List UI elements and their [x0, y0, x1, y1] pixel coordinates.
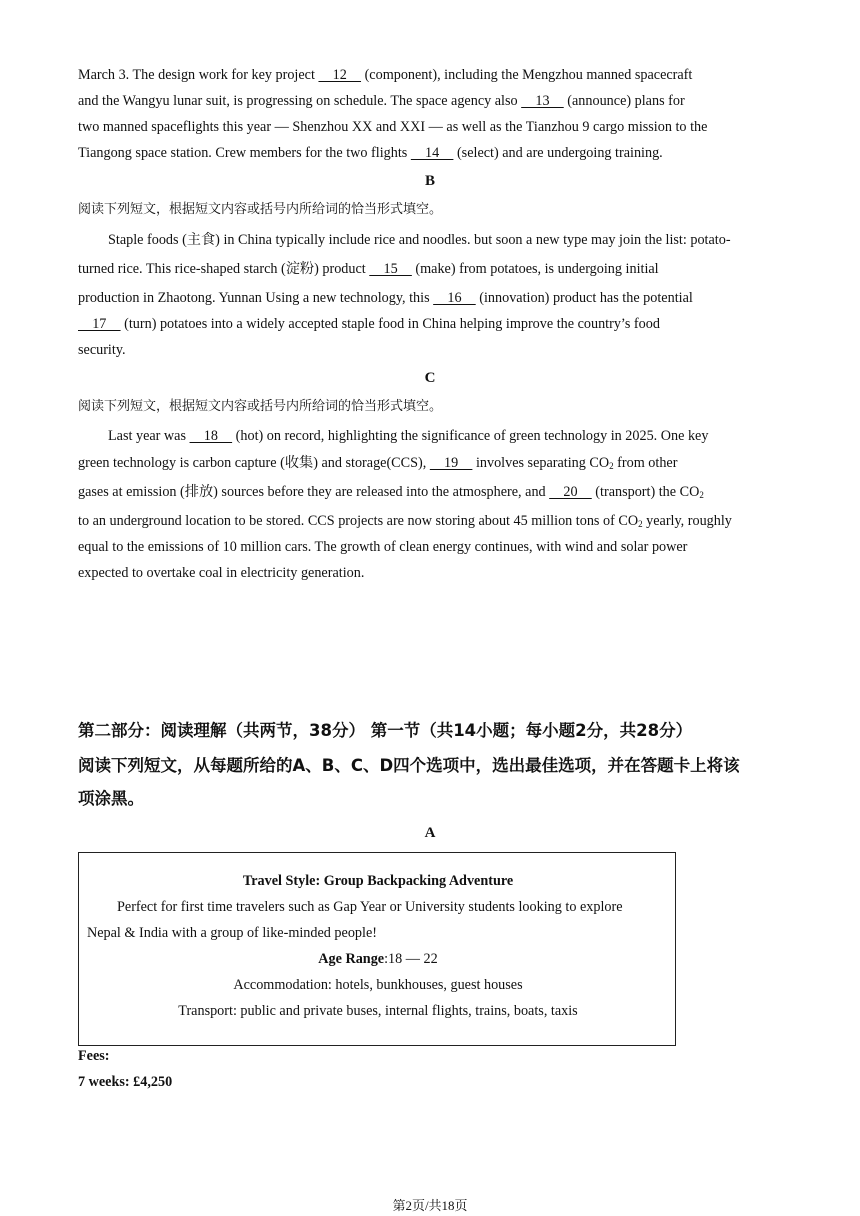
text: March 3. The design work for key project — [78, 67, 319, 83]
paragraph-c-line-4 — [78, 512, 732, 533]
blank-19: 19 — [429, 455, 473, 471]
part-two-heading: 第二部分：阅读理解（共两节，38分） 第一节（共14小题；每小题2分，共28分） — [78, 721, 693, 740]
paragraph-b-line-5: security. — [78, 342, 126, 358]
paragraph-b-line-2 — [78, 260, 659, 278]
text: (make) from potatoes, is undergoing initial — [411, 261, 659, 277]
subscript: 2 — [609, 461, 614, 471]
section-b-instruction: 阅读下列短文，根据短文内容或括号内所给词的恰当形式填空。 — [78, 202, 443, 217]
text: green technology is carbon capture (收集) and storage(CCS), — [78, 455, 430, 471]
text: to an underground location to be stored. CCS projects are now storing about 45 million tons of CO — [78, 513, 639, 529]
text: yearly, roughly — [642, 513, 732, 529]
text: (announce) plans for — [563, 93, 685, 109]
page-footer: 第2页/共18页 — [392, 1198, 468, 1213]
text: production in Zhaotong. Yunnan Using a new technology, this — [78, 290, 434, 306]
subscript: 2 — [699, 490, 704, 500]
passage-a-label: A — [424, 825, 436, 841]
text: from other — [613, 455, 678, 471]
blank-14: 14 — [410, 145, 454, 161]
blank-16: 16 — [433, 290, 476, 306]
subscript: 2 — [638, 519, 643, 529]
transport: Transport: public and private buses, internal flights, trains, boats, taxis — [178, 1003, 578, 1019]
paragraph-b-line-1: Staple foods (主食) in China typically include rice and noodles. but soon a new type may join the list: potato- — [108, 232, 731, 248]
blank-17: 17 — [78, 316, 121, 332]
travel-description-line-2: Nepal & India with a group of like-minded people! — [87, 925, 377, 941]
part-two-instruction-2: 项涂黑。 — [78, 789, 144, 808]
travel-info-box — [78, 852, 676, 1046]
section-b-label: B — [424, 173, 435, 189]
text: and the Wangyu lunar suit, is progressing on schedule. The space agency also — [78, 93, 522, 109]
part-two-instruction-1: 阅读下列短文，从每题所给的A、B、C、D四个选项中，选出最佳选项，并在答题卡上将该 — [78, 756, 740, 775]
blank-18: 18 — [189, 428, 233, 444]
text: (turn) potatoes into a widely accepted staple food in China helping improve the country’s food — [120, 316, 660, 332]
paragraph-c-line-2 — [78, 454, 677, 475]
text: (select) and are undergoing training. — [453, 145, 663, 161]
text: (hot) on record, highlighting the significance of green technology in 2025. One key — [232, 428, 709, 444]
paragraph-c-line-5: equal to the emissions of 10 million cars. The growth of clean energy continues, with wind and solar power — [78, 539, 688, 555]
accommodation: Accommodation: hotels, bunkhouses, guest houses — [233, 977, 523, 993]
age-range-label: Age Range — [318, 951, 385, 967]
fees-label: Fees: — [78, 1048, 110, 1064]
blank-15: 15 — [369, 261, 412, 277]
section-c-instruction: 阅读下列短文，根据短文内容或括号内所给词的恰当形式填空。 — [78, 399, 443, 414]
paragraph-c-line-3 — [78, 483, 704, 504]
age-range — [79, 950, 677, 968]
blank-13: 13 — [521, 93, 564, 109]
paragraph-b-line-4 — [78, 315, 660, 333]
travel-description-line-1: Perfect for first time travelers such as Gap Year or University students looking to explore — [117, 899, 623, 915]
blank-20: 20 — [549, 484, 592, 500]
paragraph-a-line-2 — [78, 92, 685, 110]
text: involves separating CO — [472, 455, 610, 471]
text: (transport) the CO — [591, 484, 700, 500]
travel-style-title: Travel Style: Group Backpacking Adventure — [242, 873, 514, 889]
text: gases at emission (排放) sources before they are released into the atmosphere, and — [78, 484, 550, 500]
paragraph-c-line-6: expected to overtake coal in electricity generation. — [78, 565, 365, 581]
text: Tiangong space station. Crew members for the two flights — [78, 145, 411, 161]
text: (innovation) product has the potential — [475, 290, 693, 306]
paragraph-c-line-1 — [108, 427, 708, 445]
text: (component), including the Mengzhou manned spacecraft — [361, 67, 693, 83]
section-c-label: C — [424, 370, 436, 386]
paragraph-a-line-3: two manned spaceflights this year — Shenzhou XX and XXI — as well as the Tianzhou 9 cargo mission to the — [78, 119, 708, 135]
paragraph-a-line-1 — [78, 66, 692, 84]
paragraph-b-line-3 — [78, 289, 693, 307]
fees-line: 7 weeks: £4,250 — [78, 1074, 173, 1090]
paragraph-a-line-4 — [78, 144, 663, 162]
text: turned rice. This rice-shaped starch (淀粉) product — [78, 261, 370, 277]
age-range-value: :18 — 22 — [384, 951, 438, 967]
blank-12: 12 — [318, 67, 362, 83]
text: Last year was — [108, 428, 190, 444]
